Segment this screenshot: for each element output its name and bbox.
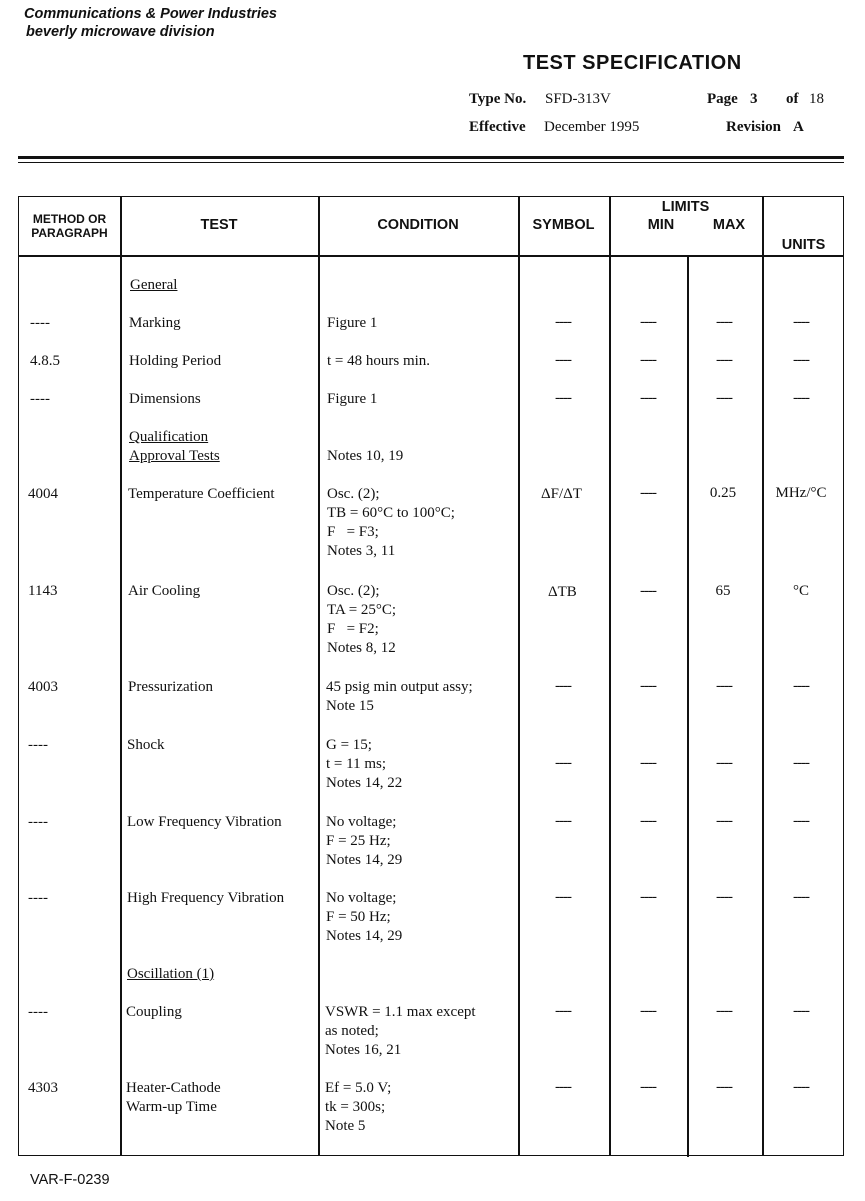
units-tempco: MHz/°C (775, 485, 827, 501)
condition-shock-3: Notes 14, 22 (326, 775, 403, 791)
page-number: 3 (750, 91, 758, 107)
col-divider (518, 197, 520, 1155)
company-name: Communications & Power Industries (24, 6, 277, 22)
test-highfreq: High Frequency Vibration (127, 890, 285, 906)
dash-max: ---- (716, 314, 732, 330)
condition-highfreq-2: F = 50 Hz; (326, 909, 391, 925)
header-min: MIN (647, 217, 675, 233)
condition-heater-3: Note 5 (325, 1118, 366, 1134)
dash-max: ---- (716, 755, 732, 771)
condition-coupling-2: as noted; (325, 1023, 379, 1039)
condition-aircool-3: F = F2; (327, 621, 379, 637)
dash-max: ---- (716, 678, 732, 694)
col-divider (609, 197, 611, 1155)
test-lowfreq: Low Frequency Vibration (127, 814, 282, 830)
header-row-divider (19, 255, 843, 257)
dash-sym: ---- (555, 678, 571, 694)
header-units: UNITS (781, 237, 826, 253)
header-method: METHOD OR PARAGRAPH (31, 212, 108, 240)
effective-label: Effective (469, 119, 526, 135)
dash-min: ---- (640, 813, 656, 829)
header-limits: LIMITS (661, 199, 710, 215)
col-divider (318, 197, 320, 1155)
condition-tempco-1: Osc. (2); (327, 486, 380, 502)
revision-value: A (793, 119, 804, 135)
dash-units: ---- (793, 352, 809, 368)
dash-sym: ---- (555, 889, 571, 905)
page-label: Page (707, 91, 738, 107)
type-value: SFD-313V (545, 91, 611, 107)
dash-max: ---- (716, 352, 732, 368)
test-aircool: Air Cooling (128, 583, 201, 599)
col-divider-min-max (687, 255, 689, 1157)
condition-marking: Figure 1 (327, 315, 378, 331)
symbol-tempco: ΔF/ΔT (541, 486, 582, 502)
condition-tempco-2: TB = 60°C to 100°C; (327, 505, 455, 521)
method-lowfreq: ---- (28, 814, 48, 830)
page-of-label: of (786, 91, 799, 107)
method-highfreq: ---- (28, 890, 48, 906)
document-title: TEST SPECIFICATION (523, 52, 742, 74)
test-heater-2: Warm-up Time (126, 1099, 217, 1115)
header-condition: CONDITION (377, 217, 459, 233)
dash-max: ---- (716, 813, 732, 829)
dash-sym: ---- (555, 813, 571, 829)
dash-min: ---- (640, 352, 656, 368)
condition-heater-1: Ef = 5.0 V; (325, 1080, 392, 1096)
dash-units: ---- (793, 1003, 809, 1019)
col-divider (762, 197, 764, 1155)
dash-sym: ---- (555, 1003, 571, 1019)
dash-units: ---- (793, 390, 809, 406)
dash-min: ---- (640, 1003, 656, 1019)
condition-lowfreq-1: No voltage; (326, 814, 397, 830)
condition-aircool-2: TA = 25°C; (327, 602, 397, 618)
condition-pressurization-2: Note 15 (326, 698, 374, 714)
condition-holding: t = 48 hours min. (327, 353, 431, 369)
dash-units: ---- (793, 1079, 809, 1095)
dash-sym: ---- (555, 314, 571, 330)
test-coupling: Coupling (126, 1004, 182, 1020)
test-holding: Holding Period (129, 353, 222, 369)
condition-shock-1: G = 15; (326, 737, 372, 753)
max-aircool: 65 (715, 583, 731, 599)
section-qualification: Qualification (129, 429, 209, 445)
dash-min: ---- (640, 314, 656, 330)
division-name: beverly microwave division (26, 24, 215, 40)
condition-coupling-3: Notes 16, 21 (325, 1042, 402, 1058)
test-heater-1: Heater-Cathode (126, 1080, 221, 1096)
dash-min: ---- (640, 390, 656, 406)
test-dimensions: Dimensions (129, 391, 201, 407)
revision-label: Revision (726, 119, 782, 135)
method-pressurization: 4003 (28, 679, 58, 695)
method-tempco: 4004 (28, 486, 58, 502)
method-coupling: ---- (28, 1004, 48, 1020)
dash-units: ---- (793, 889, 809, 905)
condition-shock-2: t = 11 ms; (326, 756, 386, 772)
condition-qualification: Notes 10, 19 (327, 448, 404, 464)
condition-highfreq-3: Notes 14, 29 (326, 928, 403, 944)
condition-aircool-1: Osc. (2); (327, 583, 380, 599)
test-marking: Marking (129, 315, 181, 331)
dash-min: ---- (640, 1079, 656, 1095)
section-oscillation: Oscillation (1) (127, 966, 215, 982)
dash-sym: ---- (555, 352, 571, 368)
condition-highfreq-1: No voltage; (326, 890, 397, 906)
dash-units: ---- (793, 813, 809, 829)
dash-sym: ---- (555, 755, 571, 771)
test-pressurization: Pressurization (128, 679, 213, 695)
dash-max: ---- (716, 1003, 732, 1019)
condition-lowfreq-2: F = 25 Hz; (326, 833, 391, 849)
condition-pressurization-1: 45 psig min output assy; (326, 679, 473, 695)
dash-max: ---- (716, 390, 732, 406)
test-tempco: Temperature Coefficient (128, 486, 275, 502)
max-tempco: 0.25 (709, 485, 737, 501)
method-holding: 4.8.5 (30, 353, 60, 369)
dash-units: ---- (793, 755, 809, 771)
test-shock: Shock (127, 737, 165, 753)
header-divider-thick (18, 156, 844, 159)
header-divider-thin (18, 162, 844, 163)
dash-units: ---- (793, 678, 809, 694)
dash-min: ---- (640, 678, 656, 694)
header-max: MAX (712, 217, 746, 233)
effective-date: December 1995 (544, 119, 640, 135)
dash-min: ---- (640, 583, 656, 599)
condition-dimensions: Figure 1 (327, 391, 378, 407)
dash-min: ---- (640, 889, 656, 905)
header-symbol: SYMBOL (532, 217, 595, 233)
dash-sym: ---- (555, 390, 571, 406)
dash-max: ---- (716, 1079, 732, 1095)
condition-coupling-1: VSWR = 1.1 max except (325, 1004, 476, 1020)
condition-tempco-4: Notes 3, 11 (327, 543, 396, 559)
dash-min: ---- (640, 485, 656, 501)
method-aircool: 1143 (28, 583, 58, 599)
dash-max: ---- (716, 889, 732, 905)
condition-heater-2: tk = 300s; (325, 1099, 386, 1115)
section-general: General (130, 277, 178, 293)
section-approval-tests: Approval Tests (129, 448, 220, 464)
dash-min: ---- (640, 755, 656, 771)
type-label: Type No. (469, 91, 527, 107)
units-aircool: °C (792, 583, 809, 599)
method-dimensions: ---- (30, 391, 50, 407)
method-heater: 4303 (28, 1080, 58, 1096)
method-shock: ---- (28, 737, 48, 753)
col-divider (120, 197, 122, 1155)
header-test: TEST (200, 217, 238, 233)
condition-tempco-3: F = F3; (327, 524, 379, 540)
condition-aircool-4: Notes 8, 12 (327, 640, 396, 656)
page-total: 18 (809, 91, 824, 107)
method-marking: ---- (30, 315, 50, 331)
dash-units: ---- (793, 314, 809, 330)
form-id: VAR-F-0239 (30, 1172, 110, 1188)
symbol-aircool: ΔTB (548, 584, 577, 600)
condition-lowfreq-3: Notes 14, 29 (326, 852, 403, 868)
dash-sym: ---- (555, 1079, 571, 1095)
